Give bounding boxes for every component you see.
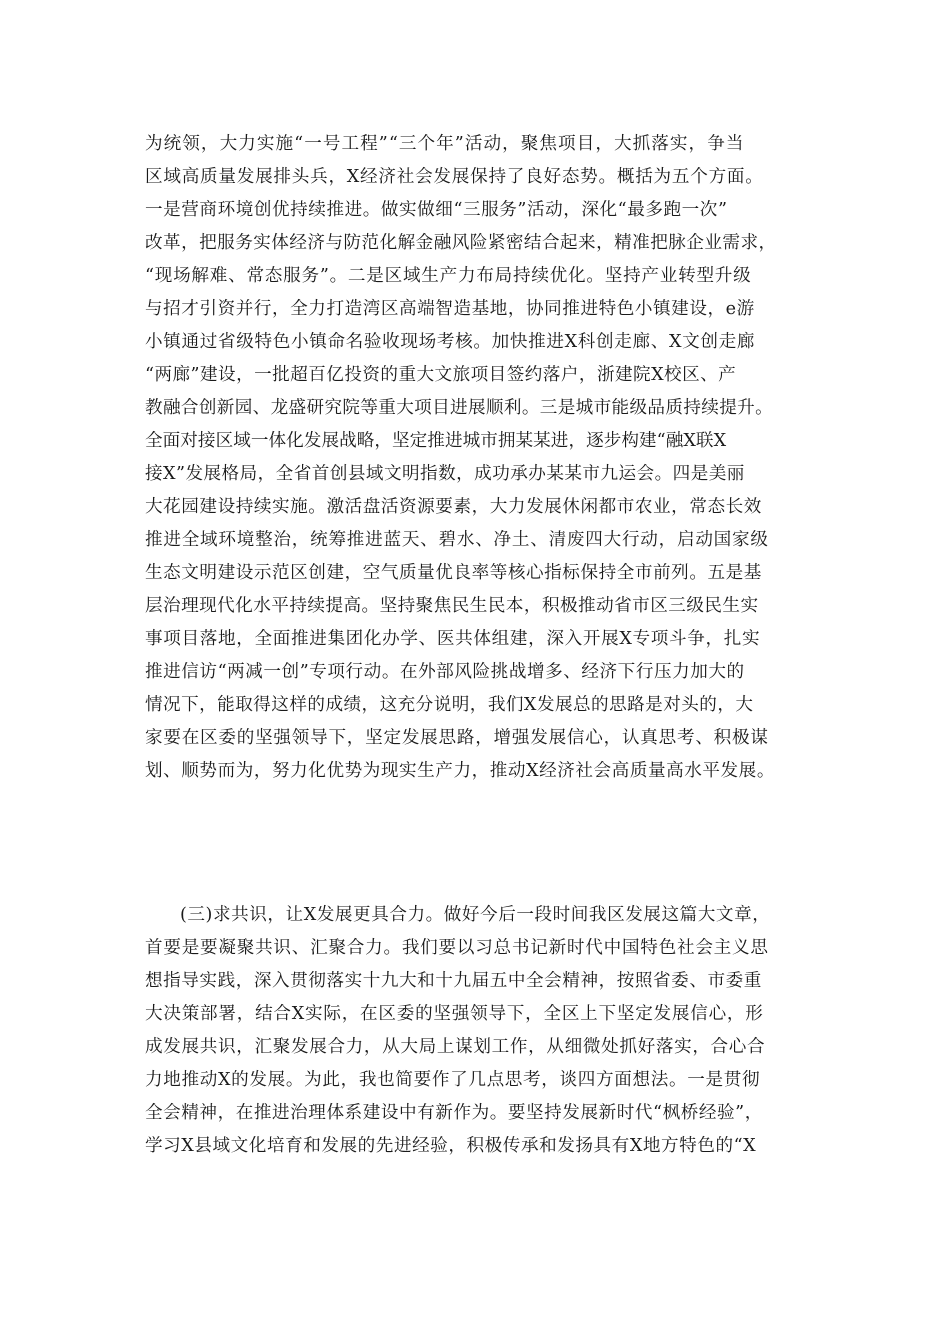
text-line: 大花园建设持续实施。激活盘活资源要素，大力发展休闲都市农业，常态长效	[145, 497, 762, 517]
text-line: 生态文明建设示范区创建，空气质量优良率等核心指标保持全市前列。五是基	[145, 563, 762, 583]
text-line: 推进全域环境整治，统筹推进蓝天、碧水、净土、清废四大行动，启动国家级	[145, 530, 769, 550]
text-line: 推进信访“两减一创”专项行动。在外部风险挑战增多、经济下行压力加大的	[145, 662, 745, 682]
text-line: 学习X县域文化培育和发展的先进经验，积极传承和发扬具有X地方特色的“X	[145, 1136, 757, 1156]
text-line: 力地推动X的发展。为此，我也简要作了几点思考，谈四方面想法。一是贯彻	[145, 1070, 761, 1090]
paragraph-2	[145, 899, 835, 1163]
text-line: 大决策部署，结合X实际，在区委的坚强领导下，全区上下坚定发展信心，形	[145, 1004, 764, 1024]
text-line: “两廊”建设，一批超百亿投资的重大文旅项目签约落户，浙建院X校区、产	[145, 365, 737, 385]
text-line: 全会精神，在推进治理体系建设中有新作为。要坚持发展新时代“枫桥经验”，	[145, 1103, 763, 1123]
text-line: 改革，把服务实体经济与防范化解金融风险紧密结合起来，精准把脉企业需求，	[145, 233, 777, 253]
text-line: 首要是要凝聚共识、汇聚合力。我们要以习总书记新时代中国特色社会主义思	[145, 938, 769, 958]
text-line: 与招才引资并行，全力打造湾区高端智造基地，协同推进特色小镇建设，e游	[145, 299, 755, 319]
text-line: 接X”发展格局，全省首创县域文明指数，成功承办某某市九运会。四是美丽	[145, 464, 745, 484]
text-line: 小镇通过省级特色小镇命名验收现场考核。加快推进X科创走廊、X文创走廊	[145, 332, 756, 352]
text-line: 教融合创新园、龙盛研究院等重大项目进展顺利。三是城市能级品质持续提升。	[145, 398, 774, 418]
text-line: 层治理现代化水平持续提高。坚持聚焦民生民本，积极推动省市区三级民生实	[145, 596, 759, 616]
text-line: 区域高质量发展排头兵，X经济社会发展保持了良好态势。概括为五个方面。	[145, 167, 764, 187]
text-line: 一是营商环境创优持续推进。做实做细“三服务”活动，深化“最多跑一次”	[145, 200, 728, 220]
text-line: 情况下，能取得这样的成绩，这充分说明，我们X发展总的思路是对头的，大	[145, 695, 754, 715]
section-heading-line: (三)求共识，让X发展更具合力。做好今后一段时间我区发展这篇大文章，	[180, 905, 771, 925]
text-line: 事项目落地，全面推进集团化办学、医共体组建，深入开展X专项斗争，扎实	[145, 629, 761, 649]
paragraph-1	[145, 128, 835, 788]
text-line: 划、顺势而为，努力化优势为现实生产力，推动X经济社会高质量高水平发展。	[145, 761, 775, 781]
text-line: 想指导实践，深入贯彻落实十九大和十九届五中全会精神，按照省委、市委重	[145, 971, 762, 991]
text-line: 家要在区委的坚强领导下，坚定发展思路，增强发展信心，认真思考、积极谋	[145, 728, 769, 748]
text-line: “现场解难、常态服务”。二是区域生产力布局持续优化。坚持产业转型升级	[145, 266, 752, 286]
text-line: 成发展共识，汇聚发展合力，从大局上谋划工作，从细微处抓好落实，合心合	[145, 1037, 766, 1057]
text-line: 为统领，大力实施“一号工程”“三个年”活动，聚焦项目，大抓落实，争当	[145, 134, 745, 154]
text-line: 全面对接区域一体化发展战略，坚定推进城市拥某某进，逐步构建“融X联X	[145, 431, 727, 451]
